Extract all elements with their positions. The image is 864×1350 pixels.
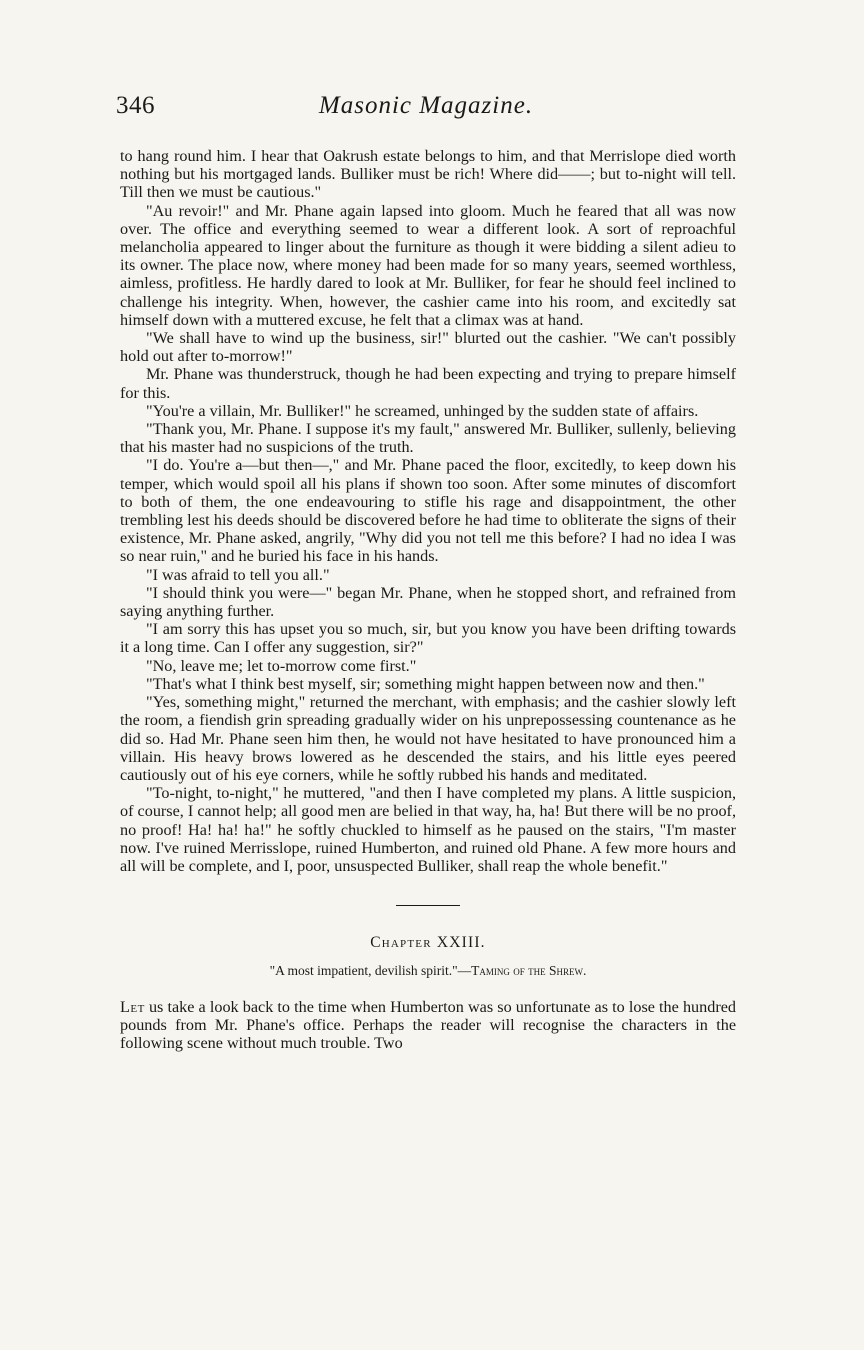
paragraph: "I should think you were—" began Mr. Phane, when he stopped short, and refrained from saying anything further.: [120, 583, 736, 621]
page-body: [120, 147, 736, 1052]
paragraph: "Yes, something might," returned the merchant, with emphasis; and the cashier slowly left the room, a fiendish grin spreading gradually wider on his unprepossessing countenance as he did so. Had Mr. Phane seen him then, he would not have hesitated to have pronounced him a villain. His heavy brows lowered as he descended the stairs, and his little eyes peered cautiously out of his eye corners, while he softly rubbed his hands and meditated.: [120, 693, 736, 784]
page-header: [116, 92, 736, 128]
paragraph: "I was afraid to tell you all.": [146, 565, 330, 584]
chapter-opening-paragraph: [120, 998, 736, 1053]
section-divider: [396, 905, 460, 906]
paragraph: "We shall have to wind up the business, sir!" blurted out the cashier. "We can't possibly hold out after to-morrow!": [120, 329, 736, 366]
epigraph-source: Taming of the Shrew.: [471, 963, 587, 979]
paragraph: "That's what I think best myself, sir; something might happen between now and then.": [146, 674, 705, 693]
page-number: 346: [116, 92, 155, 119]
paragraph: to hang round him. I hear that Oakrush estate belongs to him, and that Merrislope died worth nothing but his mortgaged lands. Bulliker must be rich! Where did——; but to-night will tell. Till then we must be cautious.": [120, 147, 736, 202]
running-title: Masonic Magazine.: [318, 92, 534, 119]
paragraph: "Thank you, Mr. Phane. I suppose it's my fault," answered Mr. Bulliker, sullenly, believing that his master had no suspicions of the truth.: [120, 420, 736, 457]
paragraph: "To-night, to-night," he muttered, "and then I have completed my plans. A little suspicion, of course, I cannot help; all good men are belied in that way, ha, ha! But there will be no proof, no proof! Ha! ha! ha!" he softly chuckled to himself as he paused on the stairs, "I'm master now. I've ruined Merrisslope, ruined Humberton, and ruined old Phane. A few more hours and all will be complete, and I, poor, unsuspected Bulliker, shall reap the whole benefit.": [120, 784, 736, 875]
chapter-epigraph: [120, 962, 736, 980]
paragraph: "Au revoir!" and Mr. Phane again lapsed into gloom. Much he feared that all was now over. The office and everything seemed to wear a different look. A sort of reproachful melancholia appeared to linger about the furniture as though it were bidding a silent adieu to its owner. The place now, where money had been made for so many years, seemed worthless, aimless, profitless. He hardly dared to look at Mr. Bulliker, for fear he should feel inclined to challenge his integrity. When, however, the cashier came into his room, and excitedly sat himself down with a muttered excuse, he felt that a climax was at hand.: [120, 201, 736, 329]
paragraph: "I am sorry this has upset you so much, sir, but you know you have been drifting towards it a long time. Can I offer any suggestion, sir?": [120, 620, 736, 657]
paragraph-text: us take a look back to the time when Humberton was so unfortunate as to lose the hundred pounds from Mr. Phane's office. Perhaps the reader will recognise the characters in the following scene without much trouble. Two: [120, 997, 736, 1052]
paragraph: Mr. Phane was thunderstruck, though he had been expecting and trying to prepare himself for this.: [120, 365, 736, 402]
chapter-heading: Chapter XXIII.: [370, 934, 486, 952]
paragraph: "I do. You're a—but then—," and Mr. Phane paced the floor, excitedly, to keep down his temper, which would spoil all his plans if shown too soon. After some minutes of discomfort to both of them, the one endeavouring to stifle his rage and disappointment, the other trembling lest his deeds should be discovered before he had time to obliterate the signs of their existence, Mr. Phane asked, angrily, "Why did you not tell me this before? I had no idea I was so near ruin," and he buried his face in his hands.: [120, 456, 736, 566]
epigraph-quote: "A most impatient, devilish spirit."—: [269, 963, 472, 979]
paragraph: "You're a villain, Mr. Bulliker!" he screamed, unhinged by the sudden state of affairs.: [146, 401, 699, 420]
lead-word: Let: [120, 997, 145, 1016]
paragraph: "No, leave me; let to-morrow come first.": [146, 656, 417, 675]
